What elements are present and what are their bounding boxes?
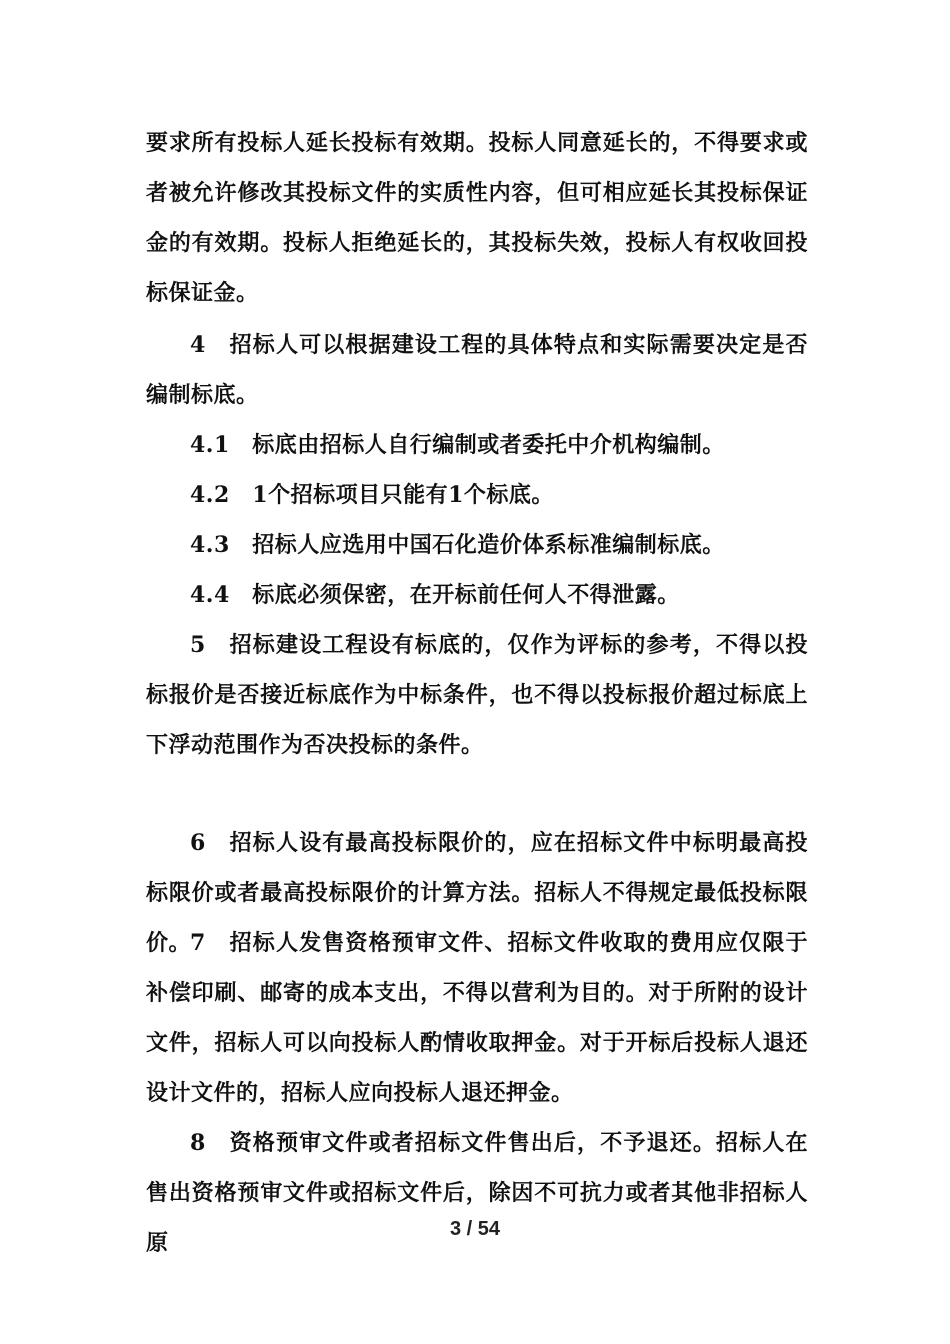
paragraph-7: 7 招标人发售资格预审文件、招标文件收取的费用应仅限于补偿印刷、邮寄的成本支出，不得以营利为目的。对于所附的设计文件，招标人可以向投标人酌情收取押金。对于开标后投标人退还设计文件的，招标人应向投标人退还押金。 (146, 930, 808, 1106)
paragraph-4-2: 4.2 1个招标项目只能有1个标底。 (190, 482, 554, 508)
paragraph-5: 5 招标建设工程设有标底的，仅作为评标的参考，不得以投标报价是否接近标底作为中标条件，也不得以投标报价超过标底上下浮动范围作为否决投标的条件。 (146, 632, 808, 758)
paragraph-4: 4 招标人可以根据建设工程的具体特点和实际需要决定是否编制标底。 (146, 332, 808, 408)
paragraph-8: 8 资格预审文件或者招标文件售出后，不予退还。招标人在售出资格预审文件或招标文件后，除因不可抗力或者其他非招标人原 (146, 1130, 808, 1256)
paragraph-continuation: 要求所有投标人延长投标有效期。投标人同意延长的，不得要求或者被允许修改其投标文件的实质性内容，但可相应延长其投标保证金的有效期。投标人拒绝延长的，其投标失效，投标人有权收回投标保证金。 (146, 130, 808, 306)
paragraph-6: 6 招标人设有最高投标限价的，应在招标文件中标明最高投标限价或者最高投标限价的计算方法。招标人不得规定最低投标限价。 (146, 830, 808, 956)
paragraph-4-4: 4.4 标底必须保密，在开标前任何人不得泄露。 (190, 582, 680, 608)
paragraph-4-3: 4.3 招标人应选用中国石化造价体系标准编制标底。 (190, 532, 725, 558)
paragraph-4-1: 4.1 标底由招标人自行编制或者委托中介机构编制。 (190, 432, 725, 458)
page-number: 3 / 54 (449, 1218, 501, 1240)
